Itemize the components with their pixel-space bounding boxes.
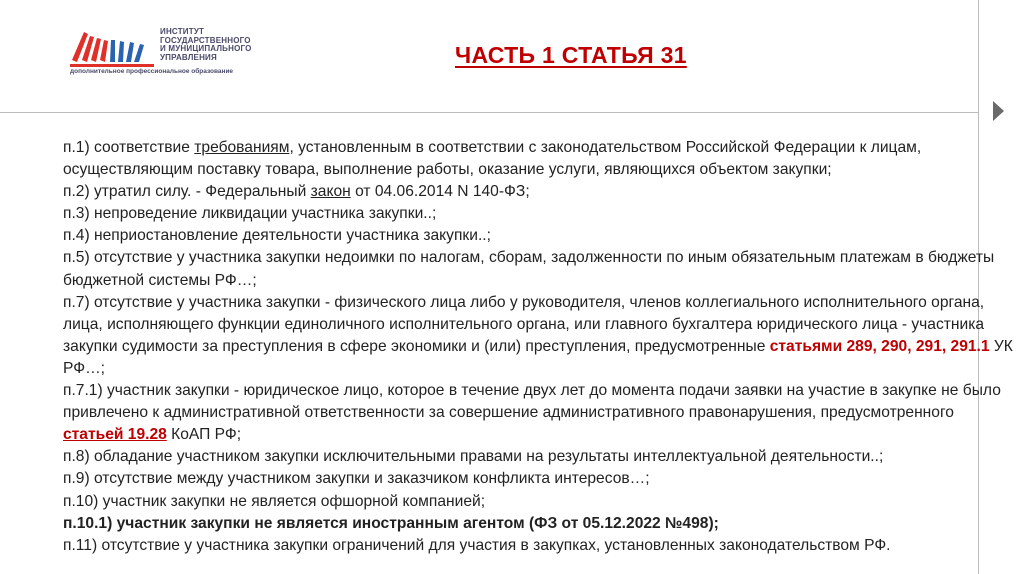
list-item: п.10) участник закупки не является офшорной компанией; xyxy=(63,492,486,510)
list-item: п.8) обладание участником закупки исключительными правами на результаты интеллектуальной деятельности..; xyxy=(63,448,884,466)
item-text: п.7.1) участник закупки - юридическое лицо, которое в течение двух лет до момента подачи заявки на участие в закупке не было привлечено к административной ответственности за совершение административного правонарушения, предусмотренного xyxy=(63,382,1001,422)
books-logo-icon xyxy=(70,26,156,70)
criminal-code-articles-link[interactable]: статьями 289, 290, 291, 291.1 xyxy=(769,337,990,355)
list-item: п.4) неприостановление деятельности участника закупки..; xyxy=(63,227,491,245)
item-text: п.1) соответствие xyxy=(63,139,195,156)
item-text: п.7) отсутствие у участника закупки - физического лица либо у руководителя, членов коллегиального исполнительного органа, лица, исполняющего функции единоличного исполнительного органа, или главного бухгалтера юридического лица - участника закупки судимости за преступления в сфере экономики и (или) преступления, предусмотренные xyxy=(63,293,985,355)
item-text: УК РФ…; xyxy=(63,337,1013,377)
koap-article-link[interactable]: статьей 19.28 xyxy=(63,426,167,444)
requirements-link[interactable]: требованиям xyxy=(194,139,290,156)
list-item: п.10.1) участник закупки не является иностранным агентом (ФЗ от 05.12.2022 №498); xyxy=(63,514,719,532)
list-item xyxy=(63,380,1013,446)
next-arrow-icon[interactable] xyxy=(993,101,1004,121)
list-item xyxy=(63,137,1013,181)
logo-line: ИНСТИТУТ xyxy=(160,27,205,36)
horizontal-divider xyxy=(0,112,978,113)
item-text: от 04.06.2014 N 140-ФЗ; xyxy=(350,183,530,201)
list-item: п.5) отсутствие у участника закупки недоимки по налогам, сборам, задолженности по иным обязательным платежам в бюджеты бюджетной системы РФ…; xyxy=(63,249,995,289)
list-item: п.11) отсутствие у участника закупки ограничений для участия в закупках, установленных законодательством РФ. xyxy=(63,536,891,554)
list-item: п.3) непроведение ликвидации участника закупки..; xyxy=(63,205,437,223)
logo-line: ГОСУДАРСТВЕННОГО xyxy=(160,35,251,45)
logo-subtitle: дополнительное профессиональное образование xyxy=(70,68,234,75)
slide-title: ЧАСТЬ 1 СТАТЬЯ 31 xyxy=(455,42,687,68)
list-item xyxy=(63,292,1013,380)
requirements-list xyxy=(63,137,1013,557)
item-text: , установленным в соответствии с законодательством Российской Федерации к лицам, осуществляющим поставку товара, выполнение работы, оказание услуги, являющихся объектом закупки; xyxy=(63,139,922,179)
logo-line: И МУНИЦИПАЛЬНОГО xyxy=(160,44,252,53)
logo-line: УПРАВЛЕНИЯ xyxy=(160,52,217,62)
item-text: КоАП РФ; xyxy=(166,426,242,444)
law-link[interactable]: закон xyxy=(310,183,351,201)
logo-text xyxy=(160,28,252,62)
item-text: п.2) утратил силу. - Федеральный xyxy=(63,183,311,201)
institute-logo xyxy=(70,18,310,86)
list-item: п.9) отсутствие между участником закупки и заказчиком конфликта интересов…; xyxy=(63,470,650,488)
list-item xyxy=(63,181,1013,203)
